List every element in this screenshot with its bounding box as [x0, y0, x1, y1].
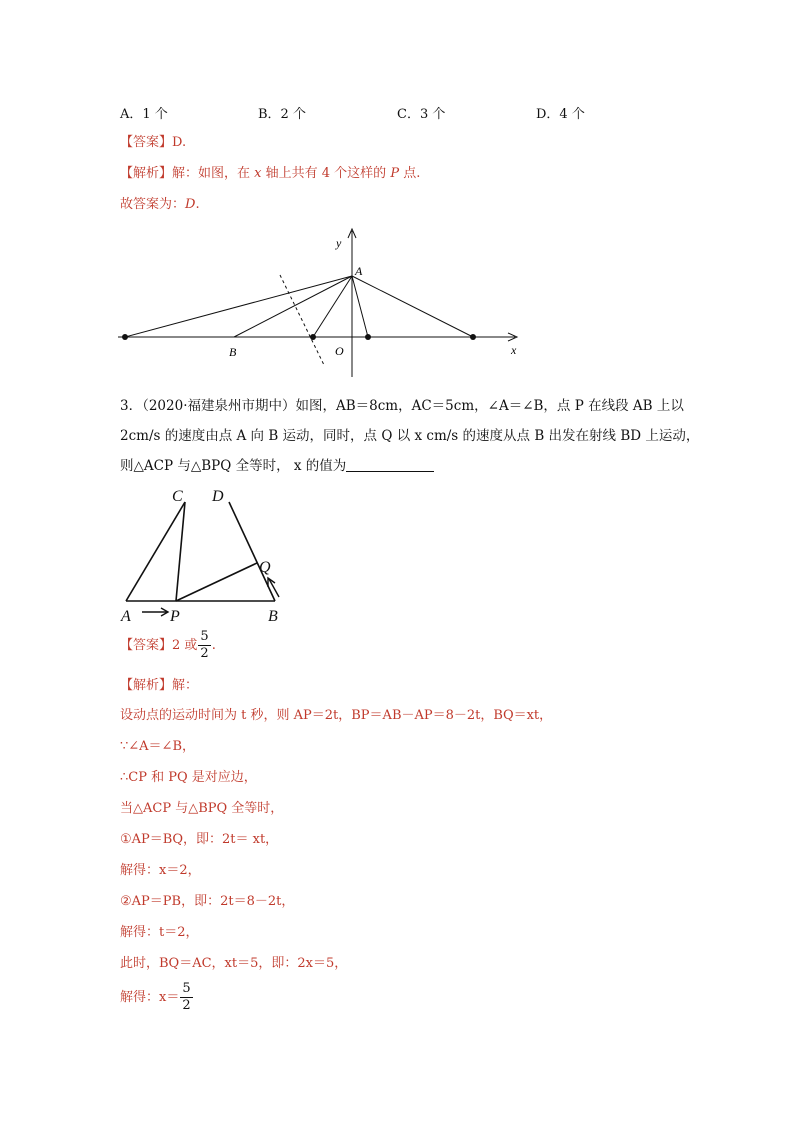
label-Q: Q: [259, 559, 271, 576]
q3-answer-tag: 【答案】: [120, 638, 173, 653]
label-C: C: [172, 488, 183, 505]
fraction-numerator: 5: [200, 629, 209, 644]
label-x: x: [511, 343, 517, 357]
label-D: D: [212, 488, 224, 505]
q3-line-3-text: 则△ACP 与△BPQ 全等时， x 的值为: [120, 458, 347, 474]
q3-line-2: 2cm/s 的速度由点 A 向 B 运动，同时，点 Q 以 x cm/s 的速度从点 B 出发在射线 BD 上运动，: [120, 428, 700, 444]
q3-analysis-line-4: 当△ACP 与△BPQ 全等时，: [120, 801, 284, 816]
analysis-x: x: [254, 166, 262, 181]
segment-a-b: [234, 276, 352, 337]
label-O: O: [335, 344, 344, 358]
answer-tag: 【答案】: [120, 135, 173, 150]
label-B: B: [229, 345, 237, 359]
segment-a-right-point: [352, 276, 473, 337]
q3-line-1: 3．（2020·福建泉州市期中）如图，AB＝8cm，AC＝5cm，∠A＝∠B，点 P 在线段 AB 上以: [120, 398, 684, 414]
conclusion-text: 故答案为：: [120, 197, 186, 212]
analysis-text-2: 轴上共有 4 个这样的: [261, 166, 391, 181]
analysis-fraction-numerator: 5: [182, 981, 191, 996]
analysis-P: P: [390, 166, 400, 181]
option-c: C．3 个: [397, 107, 446, 122]
segment-a-left-point: [125, 276, 352, 337]
q3-answer-text: 2 或: [172, 638, 198, 653]
q3-answer-end: .: [211, 638, 216, 653]
q3-analysis-line-6: 解得：x＝2，: [120, 863, 201, 878]
option-b: B．2 个: [258, 107, 306, 122]
figure-coordinate: [110, 225, 530, 385]
q3-analysis-head: 解：: [172, 678, 199, 693]
answer-blank: [346, 457, 434, 472]
conclusion-end: .: [195, 197, 200, 212]
answer-text: D.: [172, 135, 187, 150]
q3-analysis-line-3: ∴CP 和 PQ 是对应边，: [120, 770, 257, 785]
q3-analysis-line-8: 解得：t＝2，: [120, 925, 199, 940]
fraction-denominator: 2: [200, 646, 209, 661]
analysis-text-3: 点.: [399, 166, 421, 181]
q3-analysis-tag: 【解析】: [120, 678, 173, 693]
analysis-tag: 【解析】: [120, 166, 173, 181]
q3-analysis-line-7: ②AP＝PB，即：2t＝8－2t，: [120, 894, 295, 909]
q3-analysis-header: [120, 676, 198, 696]
q3-analysis-line-5: ①AP＝BQ，即：2t＝ xt，: [120, 832, 279, 847]
q3-analysis-line-2: ∵∠A＝∠B，: [120, 739, 195, 754]
q3-analysis-fraction: [180, 981, 192, 1014]
option-a: A．1 个: [120, 107, 168, 122]
analysis-fraction-denominator: 2: [182, 998, 191, 1013]
segment-ac: [126, 502, 185, 601]
label-y: y: [336, 236, 342, 250]
segment-a-near-point: [352, 276, 368, 337]
q3-analysis-line-10-text: 解得：x＝: [120, 990, 180, 1005]
point-right: [470, 334, 476, 340]
analysis-text-1: 解：如图，在: [172, 166, 255, 181]
q2-conclusion: [120, 195, 200, 215]
point-near: [365, 334, 371, 340]
figure-triangles: [118, 484, 308, 626]
q3-analysis-line-9: 此时，BQ＝AC，xt＝5，即：2x＝5，: [120, 956, 348, 971]
label-P: P: [170, 608, 180, 625]
segment-pq: [176, 563, 257, 601]
option-d: D．4 个: [536, 107, 585, 122]
label-A: A: [355, 264, 363, 278]
q3-answer: [120, 628, 216, 664]
segment-cp: [176, 502, 185, 601]
conclusion-D: D: [185, 197, 196, 212]
point-left: [122, 334, 128, 340]
dashed-bisector: [280, 275, 324, 365]
q2-analysis: [120, 164, 420, 184]
q3-line-3: [120, 456, 434, 476]
label-B: B: [268, 608, 278, 625]
q3-analysis-line-1: 设动点的运动时间为 t 秒，则 AP＝2t，BP＝AB－AP＝8－2t，BQ＝xt，: [120, 708, 553, 723]
label-A: A: [121, 608, 131, 625]
q3-analysis-line-10: [120, 980, 194, 1016]
q2-answer: [120, 133, 186, 153]
q3-answer-fraction: [198, 629, 210, 662]
point-mid: [310, 334, 316, 340]
